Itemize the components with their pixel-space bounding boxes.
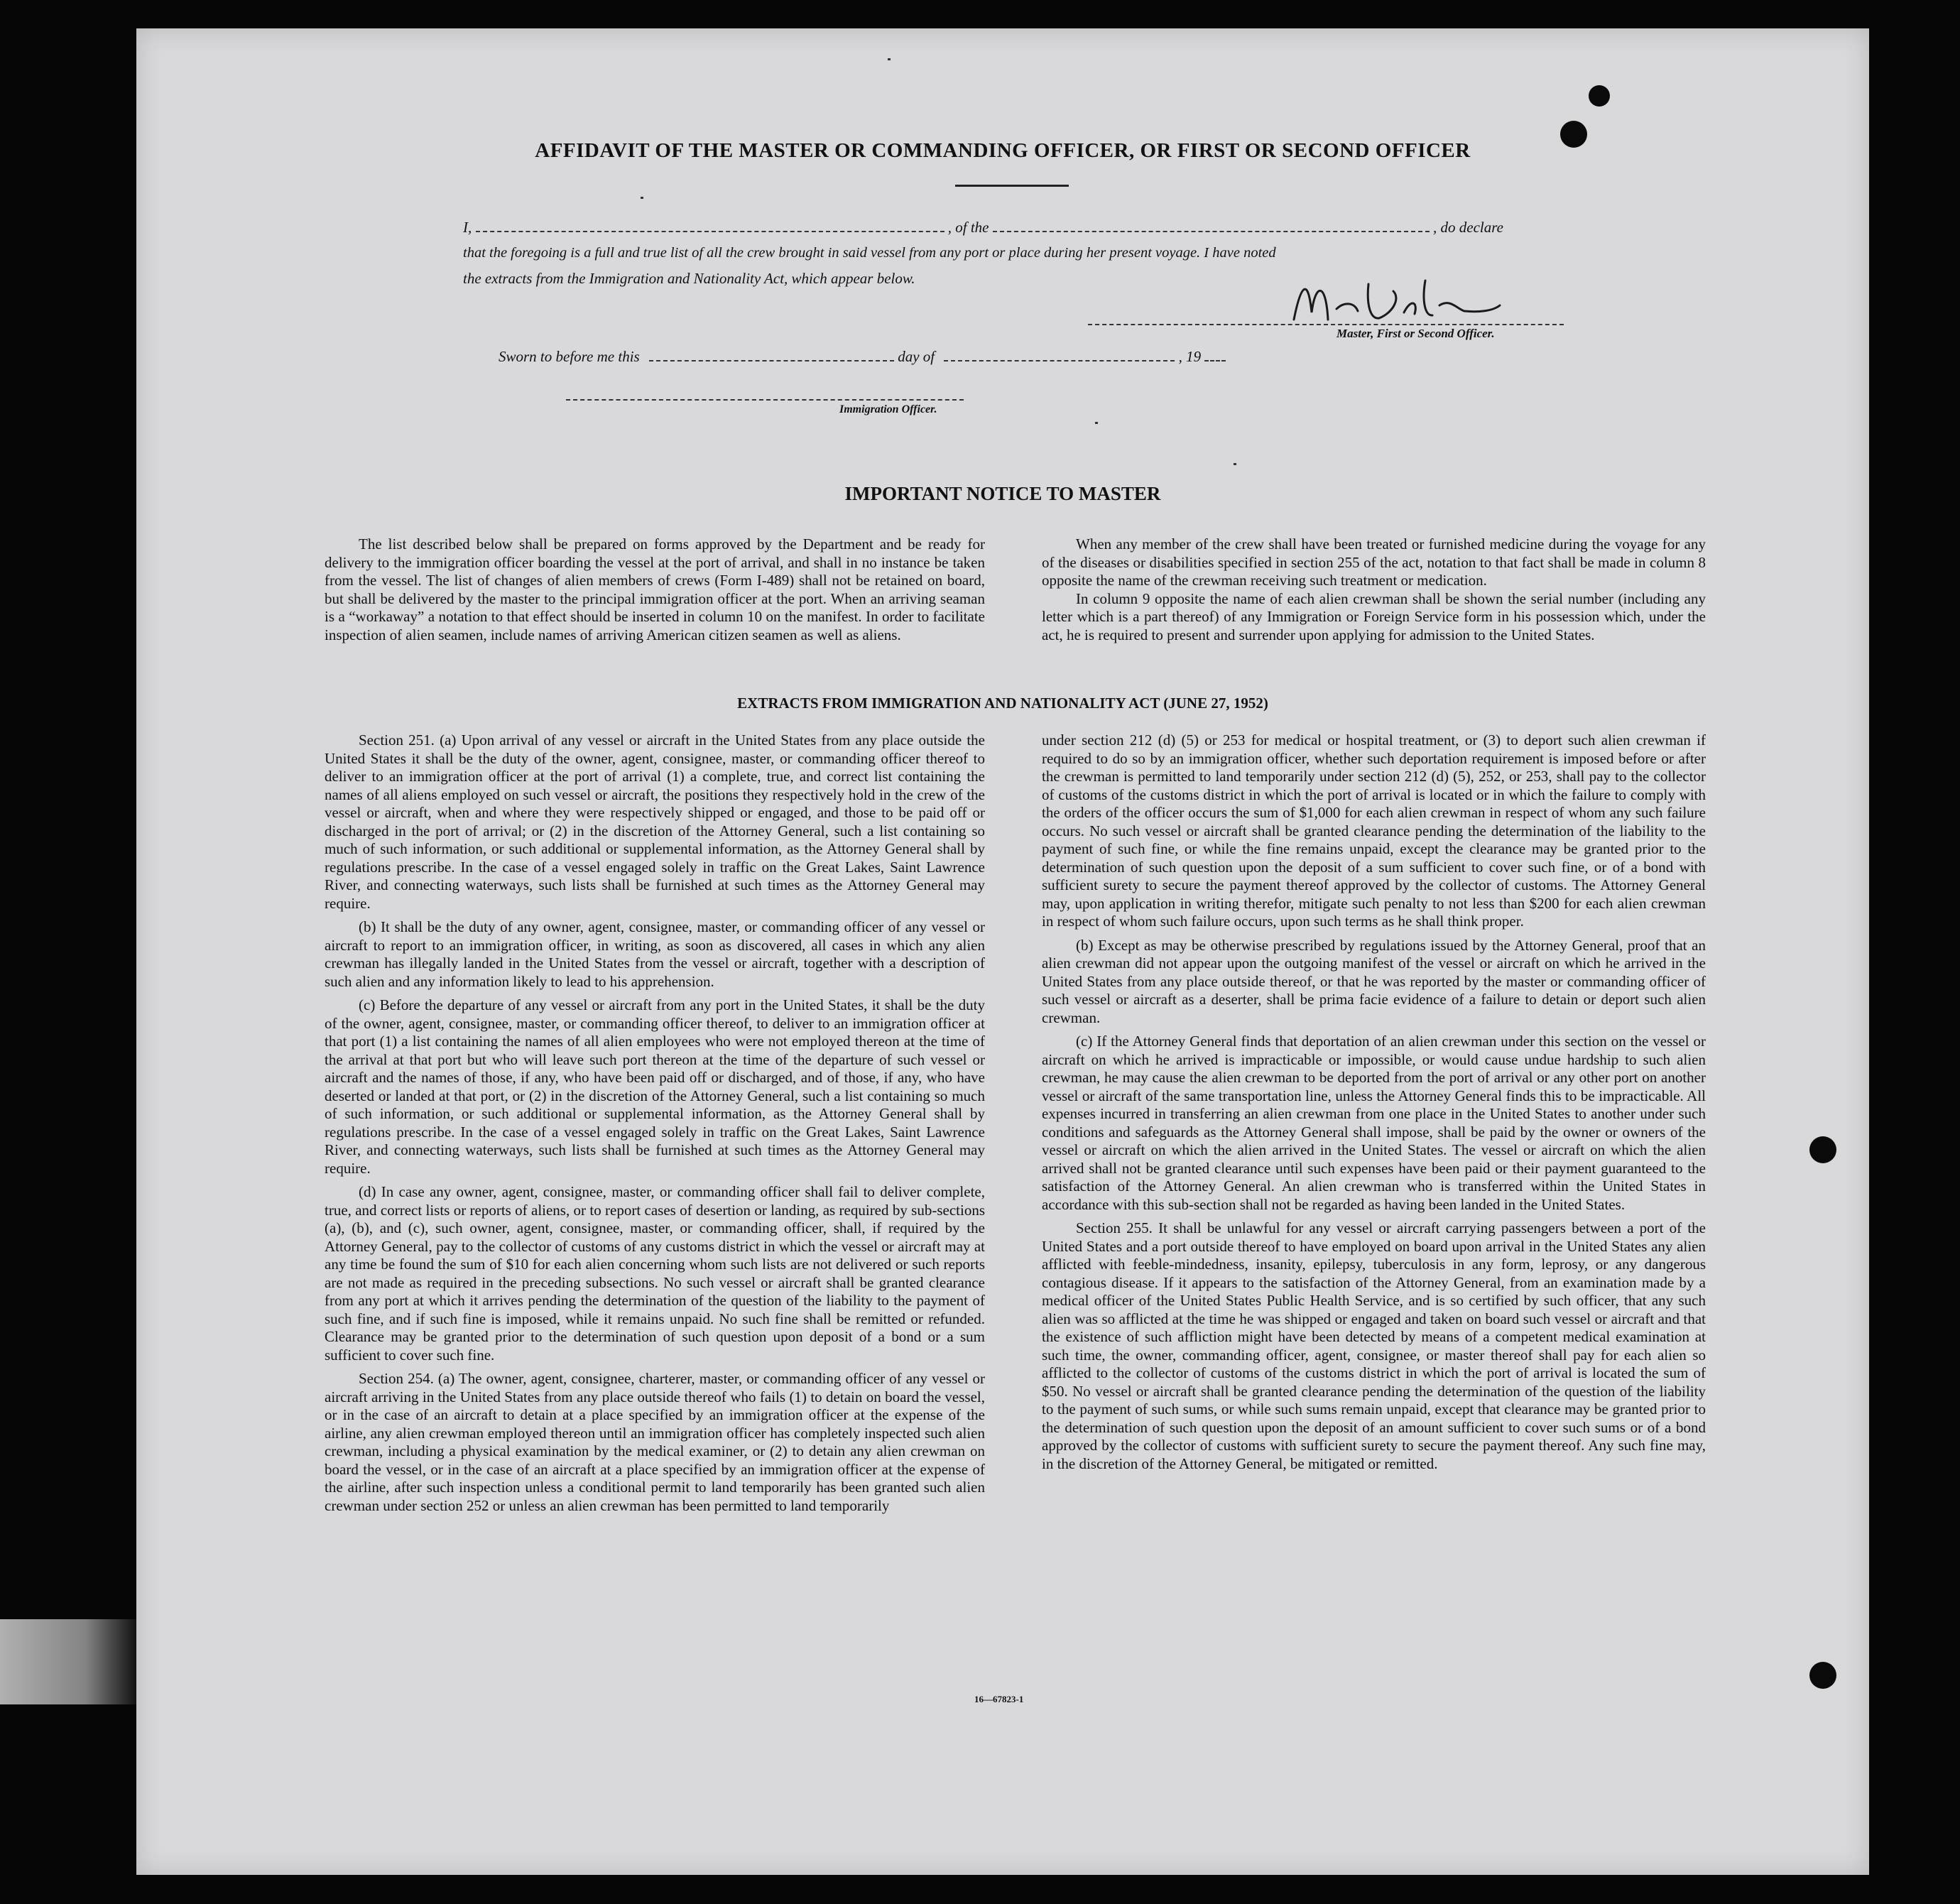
extract-paragraph: (c) If the Attorney General finds that deportation of an alien crewman under this section on the vessel or aircraft on which he arrived is impracticable or impossible, or would cause undue hardship to such alien crewman, he may cause the alien crewman to be deported from the port of arrival or any other port on another vessel or aircraft of the same transportation line, unless the Attorney General finds this to be impracticable. All expenses incurred in transferring an alien crewman from one place in the United States to another under such conditions and safeguards as the Attorney General shall impose, shall be paid by the owner or owners of the vessel or aircraft on which the alien arrived in the United States. The vessel or aircraft on which the alien arrived shall not be granted clearance until such expenses have been paid or their payment guaranteed to the satisfaction of the Attorney General. An alien crewman who is transferred within the United States in accordance with this sub-section shall not be regarded as having been landed in the United States. [1042, 1033, 1706, 1213]
sworn-year-blank[interactable] [1204, 349, 1226, 361]
punch-hole-bottom [1809, 1662, 1836, 1689]
extract-paragraph: Section 251. (a) Upon arrival of any vessel or aircraft in the United States from any place outside the United States it shall be the duty of the owner, agent, consignee, master, or commanding officer thereof to deliver to an immigration officer at the port of arrival (1) a complete, true, and correct list containing the names of all aliens employed on such vessel or aircraft, the positions they respectively hold in the crew of the vessel or aircraft, when and where they were respectively shipped or engaged, and those to be paid off or discharged in the port of arrival; or (2) in the discretion of the Attorney General, such a list containing so much of such information, or such additional or supplemental information, as the Attorney General shall by regulations prescribe. In the case of a vessel engaged solely in traffic on the Great Lakes, Saint Lawrence River, and connecting waterways, such lists shall be furnished at such times as the Attorney General may require. [325, 731, 985, 912]
extracts-title: EXTRACTS FROM IMMIGRATION AND NATIONALITY ACT (JUNE 27, 1952) [737, 695, 1268, 712]
immigration-officer-line[interactable] [566, 399, 964, 401]
notice-title: IMPORTANT NOTICE TO MASTER [844, 483, 1161, 504]
extract-paragraph: under section 212 (d) (5) or 253 for medical or hospital treatment, or (3) to deport such alien crewman if required to do so by an immigration officer, whether such deportation requirement is imposed before or after the crewman is permitted to land temporarily under section 212 (d) (5), 252, or 253, shall pay to the collector of customs of the customs district in which the port of arrival is located or in which the failure to comply with the orders of the officer occurs the sum of $1,000 for each alien crewman in respect of whom any such failure occurs. No such vessel or aircraft shall be granted clearance pending the determination of the liability to the payment of such fine, or while the fine remains unpaid, except the clearance may be granted prior to the determination of such question upon the deposit of a sum sufficient to cover such fine, or of a bond with sufficient surety to secure the payment thereof approved by the collector of customs. The Attorney General may, upon application in writing therefor, mitigate such penalty to not less than $200 for each alien crewman in respect of whom such failure occurs, upon such terms as he shall think proper. [1042, 731, 1706, 930]
signature-line[interactable] [1088, 324, 1564, 325]
notice-right-paragraph-2: In column 9 opposite the name of each alien crewman shall be shown the serial number (including any letter which is a part thereof) of any Immigration or Foreign Service form in his possession which, under the act, he is required to present and surrender upon applying for admission to the United States. [1042, 589, 1706, 643]
extracts-right-column [1042, 731, 1706, 1479]
title-underline [955, 185, 1069, 187]
sworn-line [499, 348, 1226, 366]
scan-speck [1234, 463, 1236, 465]
document-page [136, 28, 1869, 1875]
affidavit-title: AFFIDAVIT OF THE MASTER OR COMMANDING OFFICER, OR FIRST OR SECOND OFFICER [535, 139, 1471, 162]
form-number: 16—67823-1 [974, 1694, 1024, 1704]
extracts-left-column [325, 731, 985, 1521]
punch-hole-corner [1589, 85, 1610, 107]
immigration-officer-caption: Immigration Officer. [839, 403, 937, 415]
vessel-blank[interactable] [993, 219, 1430, 232]
extract-paragraph: (d) In case any owner, agent, consignee, master, or commanding officer shall fail to deliver complete, true, and correct lists or reports of aliens, or to report cases of desertion or landing, as required by sub-sections (a), (b), and (c), such owner, agent, consignee, master, or commanding officer, shall, if required by the Attorney General, pay to the collector of customs of any customs district in which the vessel or aircraft may at any time be found the sum of $10 for each alien concerning whom such lists are not delivered or such reports are not made as required in the preceding subsections. No such vessel or aircraft shall be granted clearance from any port at which it arrives pending the determination of the question of the liability to the payment of such fine, and if such fine is imposed, while it remains unpaid. No such fine shall be remitted or refunded. Clearance may be granted prior to the determination of such question upon deposit of a bond or a sum sufficient to cover such fine. [325, 1183, 985, 1364]
declaration-do-declare: , do declare [1433, 219, 1503, 236]
declaration-of-the: , of the [947, 219, 989, 236]
extract-paragraph: (b) It shall be the duty of any owner, agent, consignee, master, or commanding officer of any vessel or aircraft to report to an immigration officer, in writing, as soon as discovered, all cases in which any alien crewman has illegally landed in the United States from the vessel or aircraft, together with a description of such alien and any information likely to lead to his apprehension. [325, 918, 985, 990]
sworn-month-blank[interactable] [944, 349, 1175, 361]
sworn-day-of: day of [898, 348, 935, 365]
name-blank[interactable] [476, 219, 944, 232]
scanner-glare [0, 1619, 142, 1704]
notice-right-column [1042, 535, 1706, 650]
scan-speck [1095, 422, 1098, 424]
declaration-line-3: the extracts from the Immigration and Nationality Act, which appear below. [463, 270, 915, 287]
declaration-line-2: that the foregoing is a full and true list of all the crew brought in said vessel from any port or place during her present voyage. I have noted [463, 245, 1276, 261]
sworn-prefix: Sworn to before me this [499, 348, 640, 365]
extract-paragraph: (c) Before the departure of any vessel or aircraft from any port in the United States, it shall be the duty of the owner, agent, consignee, master, or commanding officer thereof, to deliver to an immigration officer at that port (1) a list containing the names of all alien employees who were not employed thereon at the time of the arrival at that port but who will leave such port thereon at the time of the departure of such vessel or aircraft and the names of those, if any, who have been paid off or discharged, and of those, if any, who have deserted or landed at that port, or (2) in the discretion of the Attorney General, such a list containing so much of such information, or such additional or supplemental information, as the Attorney General shall by regulations prescribe. In the case of a vessel engaged solely in traffic on the Great Lakes, Saint Lawrence River, and connecting waterways, such lists shall be furnished at such times as the Attorney General may require. [325, 996, 985, 1177]
extract-paragraph: Section 254. (a) The owner, agent, consignee, charterer, master, or commanding officer of any vessel or aircraft arriving in the United States from any place outside thereof who fails (1) to detain on board the vessel, or in the case of an aircraft to detain at a place specified by an immigration officer at the expense of the airline, any alien crewman employed thereon until an immigration officer has completely inspected such alien crewman, including a physical examination by the medical examiner, or (2) to detain any alien crewman on board the vessel, or in the case of an aircraft at a place specified by an immigration officer at the expense of the airline, after such inspection unless a conditional permit to land temporarily has been granted such alien crewman under section 252 or unless an alien crewman has been permitted to land temporarily [325, 1370, 985, 1514]
sworn-year: , 19 [1178, 348, 1202, 365]
scan-speck [888, 58, 891, 60]
signature-caption: Master, First or Second Officer. [1336, 327, 1495, 340]
extract-paragraph: Section 255. It shall be unlawful for any vessel or aircraft carrying passengers between a port of the United States and a port outside thereof to have employed on board upon arrival in the United States any alien afflicted with feeble-mindedness, insanity, epilepsy, tuberculosis in any form, leprosy, or any dangerous contagious disease. If it appears to the satisfaction of the Attorney General, from an examination made by a medical officer of the United States Public Health Service, and is so certified by such officer, that any such alien was so afflicted at the time he was shipped or engaged and taken on board such vessel or aircraft and that the existence of such affliction might have been detected by means of a competent medical examination at such time, the owner, commanding officer, agent, consignee, or master thereof shall pay for each alien so afflicted to the collector of customs of the customs district in which the port of arrival is located the sum of $50. No vessel or aircraft shall be granted clearance pending the determination of the question of the liability to the payment of such sums, or while such sums remain unpaid, except that clearance may be granted prior to the determination of such question upon the deposit of an amount sufficient to cover such sums or of a bond approved by the collector of customs with sufficient surety to secure the payment thereof. Any such fine may, in the discretion of the Attorney General, be mitigated or remitted. [1042, 1219, 1706, 1472]
notice-right-paragraph-1: When any member of the crew shall have been treated or furnished medicine during the voyage for any of the diseases or disabilities specified in section 255 of the act, notation to that fact shall be made in column 8 opposite the name of the crewman receiving such treatment or medication. [1042, 535, 1706, 589]
punch-hole-middle [1809, 1136, 1836, 1163]
sworn-day-blank[interactable] [649, 349, 894, 361]
notice-left-paragraph: The list described below shall be prepared on forms approved by the Department and be ready for delivery to the immigration officer boarding the vessel at the port of arrival, and shall in no instance be taken from the vessel. The list of changes of alien members of crews (Form I-489) shall not be retained on board, but shall be delivered by the master to the principal immigration officer at the port. When an arriving seaman is a “workaway” a notation to that effect should be inserted in column 10 on the manifest. In order to facilitate inspection of alien seamen, include names of arriving American citizen seamen as well as aliens. [325, 535, 985, 643]
notice-left-column [325, 535, 985, 650]
declaration-i: I, [463, 219, 472, 236]
extract-paragraph: (b) Except as may be otherwise prescribed by regulations issued by the Attorney General, proof that an alien crewman did not appear upon the outgoing manifest of the vessel or aircraft on which he arrived in the United States from any place outside thereof, or that he was reported by the master or commanding officer of such vessel or aircraft as a deserter, shall be prima facie evidence of a failure to detain or deport such alien crewman. [1042, 936, 1706, 1026]
scan-speck [641, 197, 643, 199]
